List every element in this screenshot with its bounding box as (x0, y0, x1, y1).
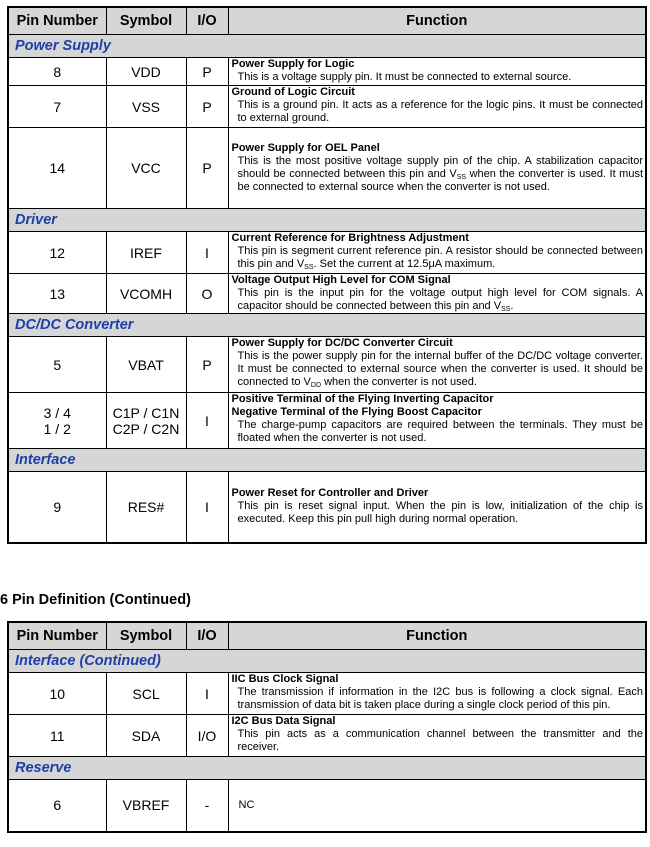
pin-symbol: VDD (106, 58, 186, 86)
pin-io: I (186, 393, 228, 449)
pin-function (228, 232, 646, 274)
function-title: Power Supply for DC/DC Converter Circuit (231, 337, 453, 349)
function-desc: NC (238, 798, 255, 811)
table-header (8, 622, 646, 650)
function-desc: This pin acts as a communication channel between the transmitter and the receiver. (237, 728, 643, 753)
pin-io: I (186, 472, 228, 543)
pin-function (228, 58, 646, 86)
function-title: Positive Terminal of the Flying Inverting Capacitor (231, 393, 494, 405)
pin-io: P (186, 86, 228, 128)
pin-number: 5 (8, 337, 106, 393)
pin-symbol: VSS (106, 86, 186, 128)
table-row-vcomh (8, 274, 646, 314)
table-header (8, 7, 646, 35)
function-desc: This is a voltage supply pin. It must be connected to external source. (237, 71, 572, 83)
col-function: Function (228, 622, 646, 650)
function-desc: The charge-pump capacitors are required between the terminals. They must be floated when the converter is not used. (237, 419, 643, 444)
pin-symbol: VCC (106, 128, 186, 209)
pin-number: 9 (8, 472, 106, 543)
pin-function (228, 472, 646, 543)
table-row-vdd (8, 58, 646, 86)
pin-symbol: C1P / C1N C2P / C2N (106, 393, 186, 449)
pin-number: 12 (8, 232, 106, 274)
function-title: Voltage Output High Level for COM Signal (231, 274, 451, 286)
col-pin-number: Pin Number (8, 622, 106, 650)
pin-io: - (186, 780, 228, 832)
function-title: Power Supply for OEL Panel (231, 142, 380, 154)
pin-symbol: RES# (106, 472, 186, 543)
pin-io: I (186, 673, 228, 715)
table-row-vcc (8, 128, 646, 209)
table-row-iref (8, 232, 646, 274)
function-desc: This pin is segment current reference pin. A resistor should be connected between this pin and $V_{SS}$. Set the current at 12.5μA maximum. (237, 245, 643, 271)
pin-number: 6 (8, 780, 106, 832)
section-title: Interface (8, 449, 646, 472)
pin-function (228, 715, 646, 757)
function-desc: The transmission if information in the I2C bus is following a clock signal. Each transmission of data bit is taken place during a single clock period of this pin. (237, 686, 643, 711)
col-pin-number: Pin Number (8, 7, 106, 35)
pin-number: 14 (8, 128, 106, 209)
table-row-capacitor (8, 393, 646, 449)
col-io: I/O (186, 7, 228, 35)
function-title: Current Reference for Brightness Adjustment (231, 232, 469, 244)
pin-number: 7 (8, 86, 106, 128)
pin-definition-table-continued (7, 621, 647, 833)
section-dcdc-converter (8, 314, 646, 337)
col-symbol: Symbol (106, 7, 186, 35)
col-symbol: Symbol (106, 622, 186, 650)
section-title: Reserve (8, 757, 646, 780)
section-power-supply (8, 35, 646, 58)
section-title: Interface (Continued) (8, 650, 646, 673)
function-title: Power Reset for Controller and Driver (231, 487, 429, 500)
pin-function (228, 393, 646, 449)
pin-symbol: IREF (106, 232, 186, 274)
section-title: DC/DC Converter (8, 314, 646, 337)
function-desc: This is a ground pin. It acts as a reference for the logic pins. It must be connected to external ground. (237, 99, 643, 124)
pin-number: 3 / 4 1 / 2 (8, 393, 106, 449)
pin-io: P (186, 337, 228, 393)
section-driver (8, 209, 646, 232)
pin-symbol: VBAT (106, 337, 186, 393)
pin-io: I/O (186, 715, 228, 757)
pin-io: P (186, 128, 228, 209)
table-row-sda (8, 715, 646, 757)
pin-definition-table (7, 6, 647, 544)
pin-function (228, 673, 646, 715)
table-row-scl (8, 673, 646, 715)
pin-number: 8 (8, 58, 106, 86)
pin-symbol: SCL (106, 673, 186, 715)
pin-function (228, 86, 646, 128)
pin-io: P (186, 58, 228, 86)
function-title: IIC Bus Clock Signal (231, 673, 339, 685)
section-caption: 6 Pin Definition (Continued) (0, 592, 191, 608)
table-row-vss (8, 86, 646, 128)
section-interface (8, 449, 646, 472)
section-title: Driver (8, 209, 646, 232)
function-title: I2C Bus Data Signal (231, 715, 336, 727)
col-function: Function (228, 7, 646, 35)
function-desc: This is the power supply pin for the internal buffer of the DC/DC voltage converter. It must be connected to external source when the converter is used. It should be connected to $V_{DD}$ when the converter is not used. (237, 350, 643, 389)
section-title: Power Supply (8, 35, 646, 58)
pin-symbol: SDA (106, 715, 186, 757)
function-title: Power Supply for Logic (231, 58, 355, 70)
section-interface-continued (8, 650, 646, 673)
pin-symbol: VCOMH (106, 274, 186, 314)
pin-io: O (186, 274, 228, 314)
function-desc: This pin is the input pin for the voltage output high level for COM signals. A capacitor should be connected between this pin and $V_{SS}$. (237, 287, 643, 313)
function-title: Ground of Logic Circuit (231, 86, 355, 98)
table-row-res (8, 472, 646, 543)
table-row-vbat (8, 337, 646, 393)
pin-function (228, 337, 646, 393)
pin-number: 10 (8, 673, 106, 715)
function-desc: This pin is reset signal input. When the pin is low, initialization of the chip is executed. Keep this pin pull high during normal operation. (237, 500, 643, 526)
pin-function (228, 128, 646, 209)
col-io: I/O (186, 622, 228, 650)
section-reserve (8, 757, 646, 780)
pin-number: 11 (8, 715, 106, 757)
function-desc: This is the most positive voltage supply pin of the chip. A stabilization capacitor should be connected between this pin and $V_{SS}$ when the converter is used. It must be connected to external source when the converter is not used. (237, 155, 643, 193)
table-row-vbref (8, 780, 646, 832)
pin-symbol: VBREF (106, 780, 186, 832)
pin-function (228, 274, 646, 314)
pin-function (228, 780, 646, 832)
pin-number: 13 (8, 274, 106, 314)
function-title-2: Negative Terminal of the Flying Boost Capacitor (231, 406, 482, 418)
pin-io: I (186, 232, 228, 274)
